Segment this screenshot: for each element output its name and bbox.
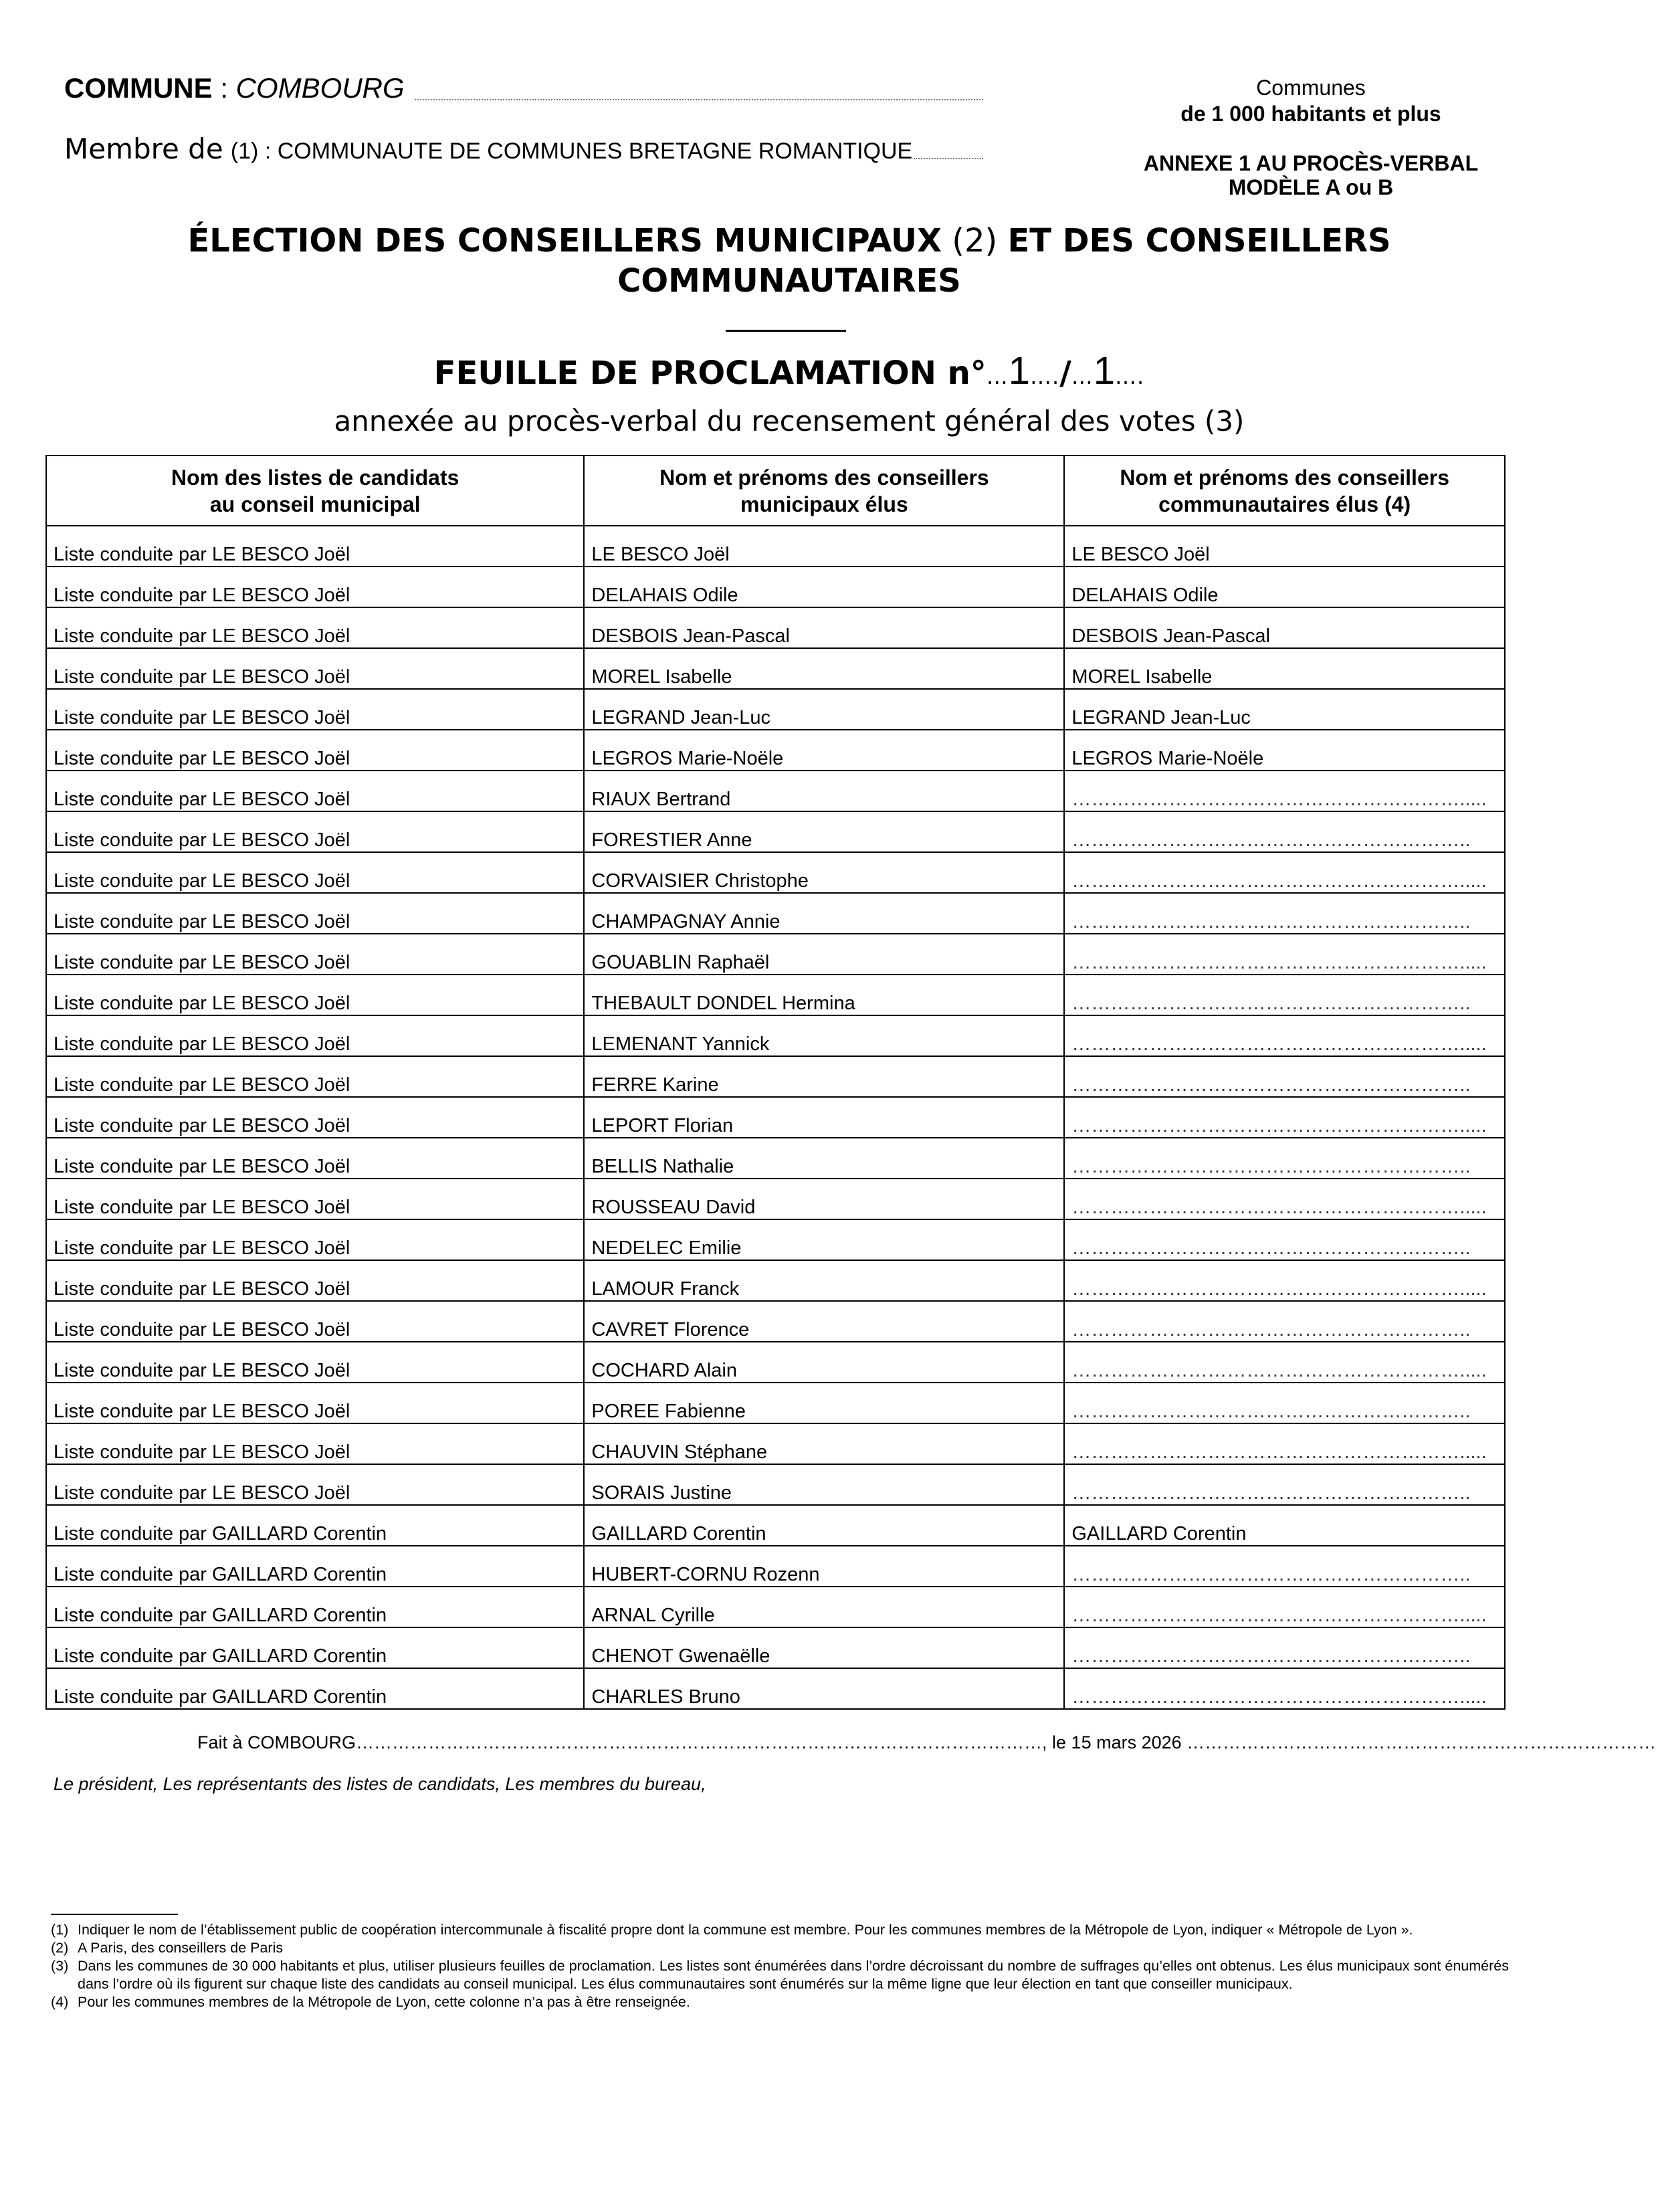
municipal-councillor-cell: FORESTIER Anne (584, 811, 1064, 852)
footnote-number: (2) (51, 1940, 69, 1956)
municipal-councillor-cell: LAMOUR Franck (584, 1260, 1064, 1301)
table-row (46, 689, 1505, 730)
municipal-councillor-cell: ARNAL Cyrille (584, 1587, 1064, 1627)
footnote (51, 1939, 1509, 1957)
list-name-cell: Liste conduite par LE BESCO Joël (46, 975, 584, 1015)
habitants-label: de 1 000 habitants et plus (1180, 102, 1441, 126)
community-councillor-cell: ……………………………………………………..... (1064, 771, 1505, 811)
community-councillor-cell: …………………………………………………….. (1064, 1138, 1505, 1179)
title-note: (2) (941, 222, 1008, 260)
municipal-councillor-cell: CHARLES Bruno (584, 1668, 1064, 1709)
membre-value: COMMUNAUTE DE COMMUNES BRETAGNE ROMANTIQUE (277, 138, 913, 164)
header-communautaire-line-2: communautaires élus (4) (1158, 492, 1411, 516)
footnote-number: (4) (51, 1994, 69, 2010)
footnote-number: (3) (51, 1958, 69, 1974)
municipal-councillor-cell: LEMENANT Yannick (584, 1015, 1064, 1056)
table-header-row (46, 456, 1505, 526)
title-part-2: ET DES CONSEILLERS (1007, 222, 1391, 260)
community-councillor-cell: …………………………………………………….. (1064, 975, 1505, 1015)
community-councillor-cell: …………………………………………………….. (1064, 1219, 1505, 1260)
footnote-text: Dans les communes de 30 000 habitants et plus, utiliser plusieurs feuilles de proclamation. Les listes sont énumérées dans l’ordre décroissant du nombre de suffrages qu’elles ont obtenus. Les élus municipaux sont énumérés dans l’ordre où ils figurent sur chaque liste des candidats au conseil municipal. Les élus communautaires sont énumérés sur la même ligne que leur élection en tant que conseiller municipaux. (78, 1958, 1509, 1992)
table-row (46, 1668, 1505, 1709)
signatures-line: Le président, Les représentants des listes de candidats, Les membres du bureau, (54, 1774, 706, 1794)
header-lists-line-1: Nom des listes de candidats (171, 465, 459, 490)
title-line-1 (134, 221, 1445, 261)
municipal-councillor-cell: COCHARD Alain (584, 1342, 1064, 1383)
municipal-councillor-cell: NEDELEC Emilie (584, 1219, 1064, 1260)
municipal-councillor-cell: FERRE Karine (584, 1056, 1064, 1097)
list-name-cell: Liste conduite par LE BESCO Joël (46, 934, 584, 975)
list-name-cell: Liste conduite par GAILLARD Corentin (46, 1505, 584, 1546)
fait-a-line: Fait à COMBOURG……………………………………………………………………………………………………, le 15 mars 2026 …………………………………………………………………… (197, 1732, 1656, 1752)
table-row (46, 1219, 1505, 1260)
commune-name: COMBOURG (235, 72, 405, 104)
table-row (46, 1627, 1505, 1668)
membre-dotted-line (914, 148, 983, 159)
municipal-councillor-cell: LEGROS Marie-Noële (584, 730, 1064, 771)
municipal-councillor-cell: DESBOIS Jean-Pascal (584, 607, 1064, 648)
table-row (46, 934, 1505, 975)
list-name-cell: Liste conduite par LE BESCO Joël (46, 1138, 584, 1179)
municipal-councillor-cell: LEGRAND Jean-Luc (584, 689, 1064, 730)
footnote-text: Indiquer le nom de l’établissement public de coopération intercommunale à fiscalité propre dont la commune est membre. Pour les communes membres de la Métropole de Lyon, indiquer « Métropole de Lyon ». (78, 1922, 1413, 1938)
table-row (46, 1383, 1505, 1423)
community-councillor-cell: …………………………………………………….. (1064, 893, 1505, 934)
list-name-cell: Liste conduite par LE BESCO Joël (46, 893, 584, 934)
table-row (46, 1056, 1505, 1097)
table-row (46, 567, 1505, 607)
list-name-cell: Liste conduite par GAILLARD Corentin (46, 1546, 584, 1587)
table-row (46, 1015, 1505, 1056)
municipal-councillor-cell: CAVRET Florence (584, 1301, 1064, 1342)
table-row (46, 1505, 1505, 1546)
list-name-cell: Liste conduite par LE BESCO Joël (46, 526, 584, 567)
community-councillor-cell: ……………………………………………………..... (1064, 1097, 1505, 1138)
table-row (46, 1260, 1505, 1301)
table-row (46, 1464, 1505, 1505)
community-councillor-cell: ……………………………………………………..... (1064, 1668, 1505, 1709)
table-row (46, 1546, 1505, 1587)
community-councillor-cell: …………………………………………………….. (1064, 1383, 1505, 1423)
footnote-text: A Paris, des conseillers de Paris (78, 1940, 284, 1956)
community-councillor-cell: …………………………………………………….. (1064, 1301, 1505, 1342)
community-councillor-cell: LEGROS Marie-Noële (1064, 730, 1505, 771)
table-row (46, 730, 1505, 771)
community-councillor-cell: DELAHAIS Odile (1064, 567, 1505, 607)
table-row (46, 771, 1505, 811)
community-councillor-cell: ……………………………………………………..... (1064, 1179, 1505, 1219)
results-table (45, 455, 1506, 1710)
municipal-councillor-cell: MOREL Isabelle (584, 648, 1064, 689)
proclamation-heading: FEUILLE DE PROCLAMATION n°…1…./…1…. (433, 349, 1145, 393)
page-title (134, 221, 1445, 301)
communes-label: Communes (1256, 76, 1366, 100)
list-name-cell: Liste conduite par GAILLARD Corentin (46, 1668, 584, 1709)
list-name-cell: Liste conduite par LE BESCO Joël (46, 1219, 584, 1260)
table-row (46, 1179, 1505, 1219)
list-name-cell: Liste conduite par LE BESCO Joël (46, 1260, 584, 1301)
annexe-label (1070, 151, 1552, 199)
top-right-block (1070, 75, 1552, 199)
municipal-councillor-cell: HUBERT-CORNU Rozenn (584, 1546, 1064, 1587)
header-lists (46, 456, 584, 526)
annexe-line-1: ANNEXE 1 AU PROCÈS-VERBAL (1143, 151, 1479, 175)
community-councillor-cell: GAILLARD Corentin (1064, 1505, 1505, 1546)
membre-note: (1) : (230, 138, 278, 164)
list-name-cell: Liste conduite par LE BESCO Joël (46, 567, 584, 607)
table-row (46, 811, 1505, 852)
list-name-cell: Liste conduite par LE BESCO Joël (46, 1383, 584, 1423)
list-name-cell: Liste conduite par LE BESCO Joël (46, 1056, 584, 1097)
list-name-cell: Liste conduite par LE BESCO Joël (46, 1179, 584, 1219)
footnote (51, 1921, 1509, 1939)
footnote-text: Pour les communes membres de la Métropole de Lyon, cette colonne n’a pas à être renseignée. (78, 1994, 690, 2010)
table-row (46, 526, 1505, 567)
title-line-2: COMMUNAUTAIRES (617, 262, 961, 300)
community-councillor-cell: LE BESCO Joël (1064, 526, 1505, 567)
header-municipal-line-1: Nom et prénoms des conseillers (659, 465, 989, 490)
community-councillor-cell: ……………………………………………………..... (1064, 1260, 1505, 1301)
table-row (46, 1301, 1505, 1342)
community-councillor-cell: ……………………………………………………..... (1064, 1423, 1505, 1464)
list-name-cell: Liste conduite par LE BESCO Joël (46, 1342, 584, 1383)
list-name-cell: Liste conduite par LE BESCO Joël (46, 1423, 584, 1464)
municipal-councillor-cell: GOUABLIN Raphaël (584, 934, 1064, 975)
list-name-cell: Liste conduite par LE BESCO Joël (46, 607, 584, 648)
community-councillor-cell: ……………………………………………………..... (1064, 1342, 1505, 1383)
municipal-councillor-cell: DELAHAIS Odile (584, 567, 1064, 607)
community-councillor-cell: …………………………………………………….. (1064, 1464, 1505, 1505)
municipal-councillor-cell: THEBAULT DONDEL Hermina (584, 975, 1064, 1015)
list-name-cell: Liste conduite par LE BESCO Joël (46, 1097, 584, 1138)
municipal-councillor-cell: POREE Fabienne (584, 1383, 1064, 1423)
community-councillor-cell: ……………………………………………………..... (1064, 1587, 1505, 1627)
table-row (46, 1423, 1505, 1464)
list-name-cell: Liste conduite par LE BESCO Joël (46, 1301, 584, 1342)
footnote (51, 1993, 1509, 2011)
commune-dotted-line (415, 86, 983, 100)
sheet-separator: / (1059, 355, 1071, 392)
table-row (46, 852, 1505, 893)
community-councillor-cell: …………………………………………………….. (1064, 811, 1505, 852)
list-name-cell: Liste conduite par LE BESCO Joël (46, 811, 584, 852)
list-name-cell: Liste conduite par LE BESCO Joël (46, 730, 584, 771)
proclamation-label: FEUILLE DE PROCLAMATION n° (433, 355, 987, 392)
table-row (46, 893, 1505, 934)
municipal-councillor-cell: ROUSSEAU David (584, 1179, 1064, 1219)
community-councillor-cell: …………………………………………………….. (1064, 1546, 1505, 1587)
header-communautaire (1064, 456, 1505, 526)
header-lists-line-2: au conseil municipal (209, 492, 421, 516)
municipal-councillor-cell: LEPORT Florian (584, 1097, 1064, 1138)
sheet-number: 1 (1008, 349, 1031, 393)
list-name-cell: Liste conduite par GAILLARD Corentin (46, 1587, 584, 1627)
footnote-divider (51, 1914, 178, 1915)
table-row (46, 1342, 1505, 1383)
list-name-cell: Liste conduite par LE BESCO Joël (46, 852, 584, 893)
municipal-councillor-cell: GAILLARD Corentin (584, 1505, 1064, 1546)
community-councillor-cell: ……………………………………………………..... (1064, 1015, 1505, 1056)
footnote (51, 1957, 1509, 1993)
table-row (46, 1097, 1505, 1138)
commune-separator: : (212, 72, 236, 104)
footnotes (51, 1921, 1509, 2011)
table-body (46, 526, 1505, 1709)
table-row (46, 607, 1505, 648)
community-councillor-cell: ……………………………………………………..... (1064, 934, 1505, 975)
table-row (46, 1138, 1505, 1179)
municipal-councillor-cell: BELLIS Nathalie (584, 1138, 1064, 1179)
list-name-cell: Liste conduite par LE BESCO Joël (46, 648, 584, 689)
municipal-councillor-cell: SORAIS Justine (584, 1464, 1064, 1505)
community-councillor-cell: ……………………………………………………..... (1064, 852, 1505, 893)
list-name-cell: Liste conduite par LE BESCO Joël (46, 1464, 584, 1505)
commune-line (64, 72, 405, 104)
community-councillor-cell: DESBOIS Jean-Pascal (1064, 607, 1505, 648)
list-name-cell: Liste conduite par GAILLARD Corentin (46, 1627, 584, 1668)
list-name-cell: Liste conduite par LE BESCO Joël (46, 1015, 584, 1056)
title-part-1: ÉLECTION DES CONSEILLERS MUNICIPAUX (187, 222, 942, 260)
municipal-councillor-cell: CORVAISIER Christophe (584, 852, 1064, 893)
community-councillor-cell: …………………………………………………….. (1064, 1627, 1505, 1668)
annexe-line-2: MODÈLE A ou B (1228, 175, 1394, 199)
footnote-number: (1) (51, 1922, 69, 1938)
commune-label: COMMUNE (64, 72, 213, 104)
municipal-councillor-cell: CHAMPAGNAY Annie (584, 893, 1064, 934)
community-councillor-cell: MOREL Isabelle (1064, 648, 1505, 689)
proclamation-subtitle: annexée au procès-verbal du recensement général des votes (3) (334, 405, 1245, 437)
list-name-cell: Liste conduite par LE BESCO Joël (46, 689, 584, 730)
title-divider (726, 330, 846, 332)
header-municipal (584, 456, 1064, 526)
table-row (46, 648, 1505, 689)
list-name-cell: Liste conduite par LE BESCO Joël (46, 771, 584, 811)
header-communautaire-line-1: Nom et prénoms des conseillers (1120, 465, 1449, 490)
membre-line (64, 132, 912, 165)
community-councillor-cell: LEGRAND Jean-Luc (1064, 689, 1505, 730)
membre-label: Membre de (64, 132, 223, 165)
table-row (46, 975, 1505, 1015)
community-councillor-cell: …………………………………………………….. (1064, 1056, 1505, 1097)
table-row (46, 1587, 1505, 1627)
municipal-councillor-cell: CHENOT Gwenaëlle (584, 1627, 1064, 1668)
header-municipal-line-2: municipaux élus (740, 492, 908, 516)
municipal-councillor-cell: RIAUX Bertrand (584, 771, 1064, 811)
sheet-total: 1 (1093, 349, 1116, 393)
municipal-councillor-cell: CHAUVIN Stéphane (584, 1423, 1064, 1464)
municipal-councillor-cell: LE BESCO Joël (584, 526, 1064, 567)
